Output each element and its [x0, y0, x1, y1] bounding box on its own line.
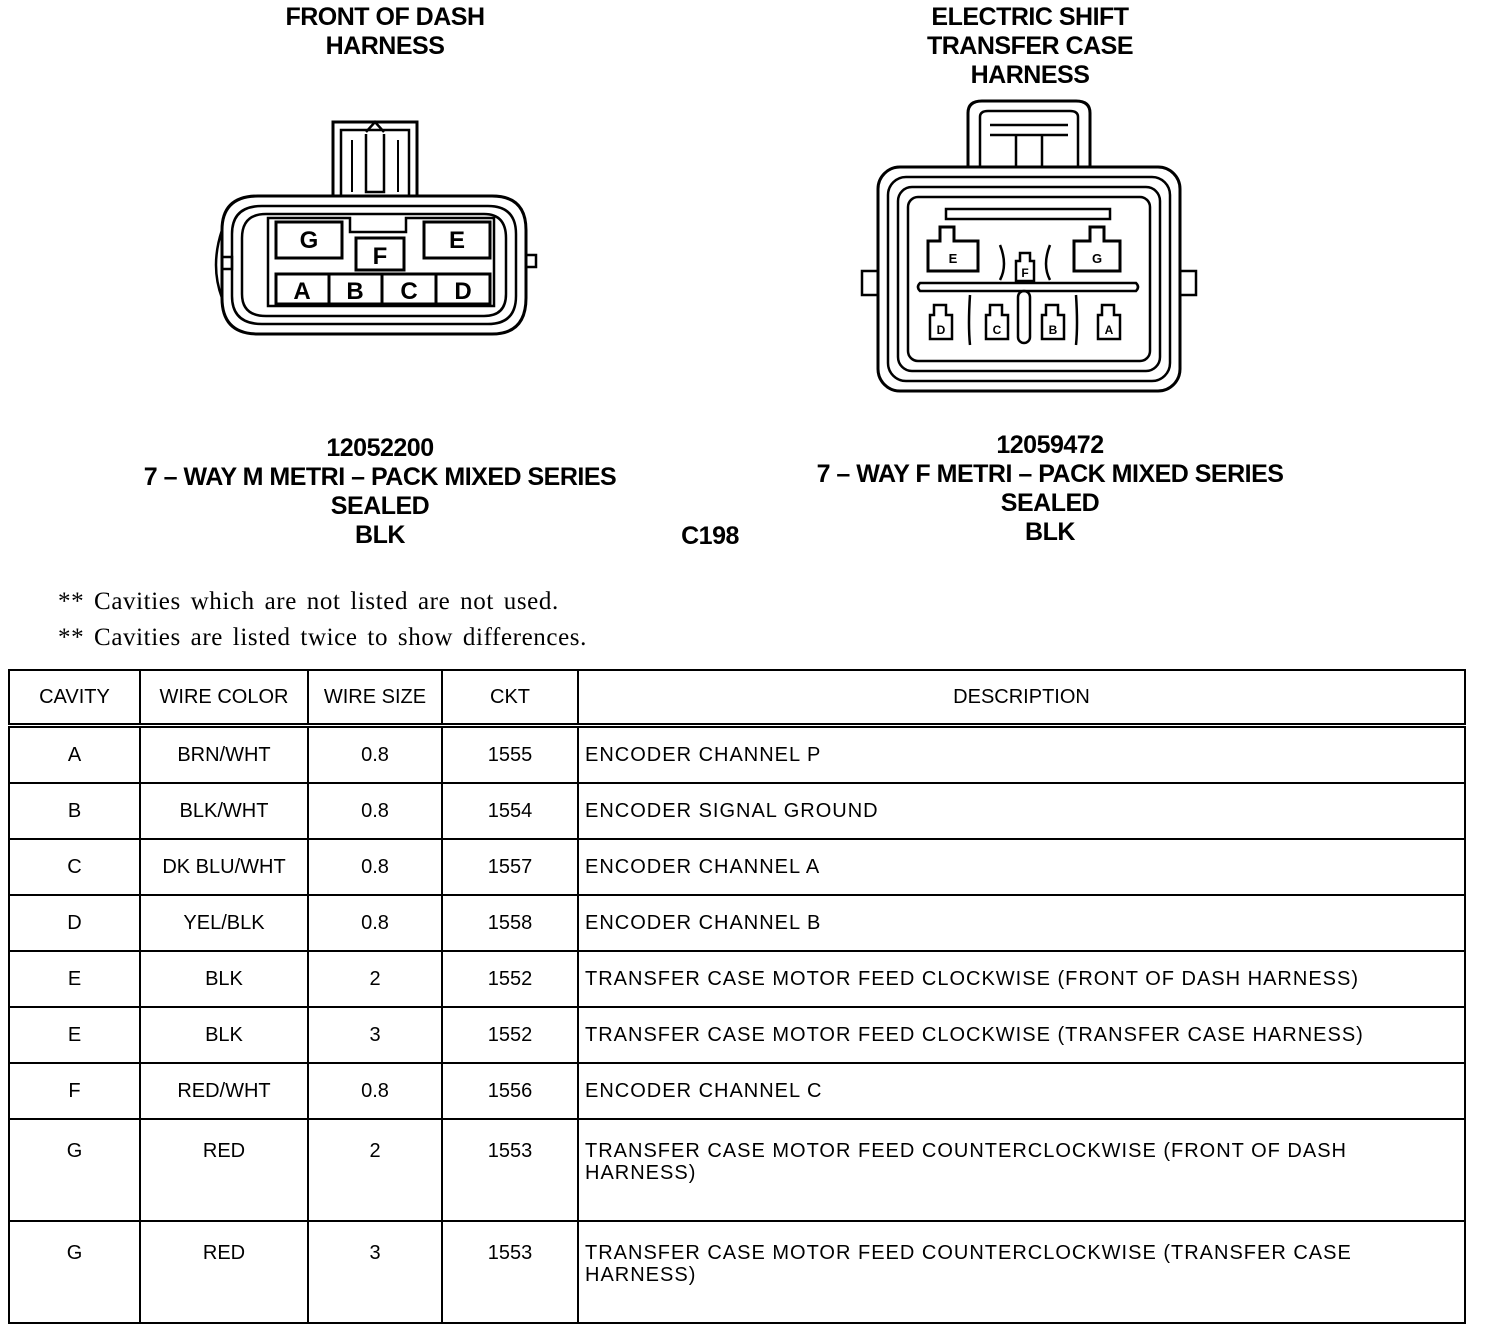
- cavity-table: [8, 669, 1466, 1324]
- right-center-slot: [1018, 291, 1030, 343]
- right-curve-1: [1000, 245, 1004, 280]
- right-housing-mid-1: [888, 177, 1170, 381]
- cell-wire-size: 0.8: [308, 783, 442, 839]
- table-row: [9, 1063, 1465, 1119]
- right-connector-title: [860, 3, 1200, 90]
- cell-description: ENCODER CHANNEL P: [578, 726, 1465, 784]
- right-connector-seal: SEALED: [1000, 489, 1100, 517]
- cell-cavity: G: [9, 1119, 140, 1221]
- cell-ckt: 1552: [442, 1007, 578, 1063]
- table-row: [9, 726, 1465, 784]
- left-connector-title: [230, 3, 540, 61]
- right-center-divider: [918, 283, 1138, 291]
- left-cavity-label-b: B: [346, 278, 364, 305]
- left-part-number: 12052200: [326, 434, 434, 462]
- cell-cavity: D: [9, 895, 140, 951]
- notes: [58, 584, 587, 656]
- right-latch-t: [990, 125, 1068, 167]
- left-title-line-1: FRONT OF DASH: [285, 3, 485, 31]
- right-latch-inner: [980, 111, 1078, 167]
- cell-cavity: F: [9, 1063, 140, 1119]
- table-row: [9, 895, 1465, 951]
- left-cavity-label-a: A: [293, 278, 311, 305]
- cell-ckt: 1556: [442, 1063, 578, 1119]
- cell-wire-color: BLK: [140, 1007, 308, 1063]
- right-connector-type: 7 – WAY F METRI – PACK MIXED SERIES: [816, 460, 1284, 488]
- table-row: [9, 839, 1465, 895]
- cell-description: ENCODER SIGNAL GROUND: [578, 783, 1465, 839]
- cell-ckt: 1554: [442, 783, 578, 839]
- right-curve-4: [1076, 295, 1077, 345]
- right-curve-3: [969, 295, 970, 345]
- cell-wire-size: 2: [308, 951, 442, 1007]
- right-cavity-label-g: G: [1091, 251, 1103, 266]
- cell-wire-color: BRN/WHT: [140, 726, 308, 784]
- cell-description: ENCODER CHANNEL C: [578, 1063, 1465, 1119]
- note-2: ** Cavities are listed twice to show differences.: [58, 624, 587, 651]
- left-connector-seal: SEALED: [330, 492, 430, 520]
- cell-ckt: 1557: [442, 839, 578, 895]
- table-row: [9, 1007, 1465, 1063]
- cell-wire-size: 0.8: [308, 839, 442, 895]
- header-description: DESCRIPTION: [578, 670, 1465, 726]
- cell-cavity: E: [9, 1007, 140, 1063]
- left-connector-type: 7 – WAY M METRI – PACK MIXED SERIES: [143, 463, 617, 491]
- left-connector-info: [100, 434, 660, 550]
- cell-ckt: 1553: [442, 1221, 578, 1323]
- cell-description: ENCODER CHANNEL A: [578, 839, 1465, 895]
- table-header-row: [9, 670, 1465, 726]
- cell-wire-color: BLK: [140, 951, 308, 1007]
- cell-description: ENCODER CHANNEL B: [578, 895, 1465, 951]
- table-row: [9, 1221, 1465, 1323]
- right-cavity-label-d: D: [936, 323, 946, 337]
- right-curve-2: [1046, 245, 1050, 280]
- table-row: [9, 1119, 1465, 1221]
- note-1: ** Cavities which are not listed are not used.: [58, 588, 559, 615]
- left-cavity-label-f: F: [372, 243, 388, 270]
- right-part-number: 12059472: [996, 431, 1104, 459]
- left-title-line-2: HARNESS: [325, 32, 445, 60]
- cell-cavity: B: [9, 783, 140, 839]
- cell-ckt: 1552: [442, 951, 578, 1007]
- cell-wire-size: 0.8: [308, 1063, 442, 1119]
- cell-wire-size: 3: [308, 1221, 442, 1323]
- cell-wire-size: 0.8: [308, 895, 442, 951]
- cell-wire-color: RED: [140, 1221, 308, 1323]
- cell-ckt: 1558: [442, 895, 578, 951]
- cell-wire-color: RED: [140, 1119, 308, 1221]
- left-cavity-label-g: G: [299, 227, 319, 254]
- right-title-line-3: HARNESS: [970, 61, 1090, 89]
- cell-wire-color: BLK/WHT: [140, 783, 308, 839]
- right-connector-diagram: [850, 95, 1210, 400]
- cell-wire-size: 0.8: [308, 726, 442, 784]
- cell-wire-size: 2: [308, 1119, 442, 1221]
- header-ckt: CKT: [442, 670, 578, 726]
- cell-description: TRANSFER CASE MOTOR FEED COUNTERCLOCKWISE (TRANSFER CASE HARNESS): [578, 1221, 1465, 1323]
- cell-wire-color: DK BLU/WHT: [140, 839, 308, 895]
- right-right-side-tab: [1180, 271, 1196, 295]
- header-wire-color: WIRE COLOR: [140, 670, 308, 726]
- cell-wire-size: 3: [308, 1007, 442, 1063]
- cell-wire-color: RED/WHT: [140, 1063, 308, 1119]
- right-housing-outer: [878, 167, 1180, 391]
- left-latch-slots: [352, 140, 398, 192]
- right-cavity-label-a: A: [1104, 323, 1114, 337]
- header-wire-size: WIRE SIZE: [308, 670, 442, 726]
- cell-cavity: A: [9, 726, 140, 784]
- left-connector-color: BLK: [355, 521, 405, 549]
- right-left-side-tab: [862, 271, 878, 295]
- header-cavity: CAVITY: [9, 670, 140, 726]
- cell-description: TRANSFER CASE MOTOR FEED COUNTERCLOCKWISE (FRONT OF DASH HARNESS): [578, 1119, 1465, 1221]
- left-latch-center: [366, 134, 384, 192]
- right-title-line-1: ELECTRIC SHIFT: [931, 3, 1129, 31]
- left-connector-diagram: [200, 110, 550, 350]
- left-latch-outer: [333, 122, 417, 196]
- cell-cavity: C: [9, 839, 140, 895]
- cell-description: TRANSFER CASE MOTOR FEED CLOCKWISE (FRONT OF DASH HARNESS): [578, 951, 1465, 1007]
- table-row: [9, 951, 1465, 1007]
- cell-wire-color: YEL/BLK: [140, 895, 308, 951]
- cell-ckt: 1555: [442, 726, 578, 784]
- cell-description: TRANSFER CASE MOTOR FEED CLOCKWISE (TRANSFER CASE HARNESS): [578, 1007, 1465, 1063]
- table-row: [9, 783, 1465, 839]
- cell-cavity: E: [9, 951, 140, 1007]
- cell-cavity: G: [9, 1221, 140, 1323]
- left-cavity-label-d: D: [454, 278, 472, 305]
- right-cavity-label-c: C: [992, 323, 1002, 337]
- right-cavity-label-f: F: [1021, 266, 1029, 280]
- right-connector-color: BLK: [1025, 518, 1075, 546]
- right-housing-mid-2: [898, 187, 1160, 371]
- left-cavity-label-c: C: [400, 278, 418, 305]
- right-top-bar: [946, 209, 1110, 219]
- right-cavity-label-e: E: [948, 251, 958, 266]
- connector-id: C198: [681, 522, 739, 550]
- cell-ckt: 1553: [442, 1119, 578, 1221]
- right-cavity-label-b: B: [1048, 323, 1058, 337]
- right-connector-info: [760, 431, 1340, 547]
- left-cavity-label-e: E: [448, 227, 466, 254]
- right-title-line-2: TRANSFER CASE: [926, 32, 1133, 60]
